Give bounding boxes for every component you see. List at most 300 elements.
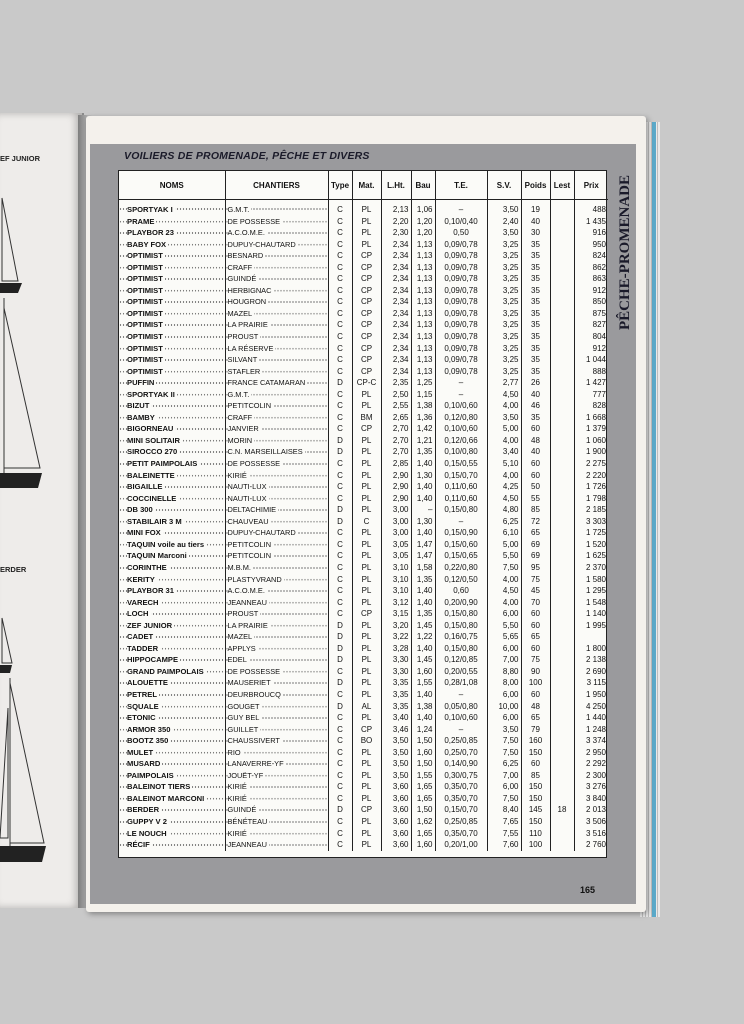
cell-prix: 916 [592,228,606,238]
cell-lht: 3,60 [381,828,411,840]
cell-te: 0,11/0,60 [435,481,487,493]
cell-type: C [328,527,352,539]
cell-bau: 1,30 [411,470,435,482]
cell-lht: 3,50 [381,747,411,759]
cell-te: 0,09/0,78 [435,239,487,251]
cell-sv: 4,50 [487,585,521,597]
cell-lht: 3,10 [381,585,411,597]
cell-chantier [225,781,328,793]
cell-lht: 3,50 [381,770,411,782]
cell-prix: 2 370 [585,562,606,572]
cell-chantier [225,481,328,493]
cell-lest [550,446,574,458]
boat-name: OPTIMIST [127,355,163,365]
cell-type: D [328,516,352,528]
cell-lest [550,435,574,447]
cell-lht: 3,60 [381,839,411,851]
boat-name: BALEINOT TIERS [127,782,191,792]
boat-name: OPTIMIST [127,308,163,318]
cell-bau: 1,47 [411,550,435,562]
boat-name: VARECH [127,597,159,607]
table-row [119,701,608,713]
cell-prix: 2 690 [585,666,606,676]
cell-mat: PL [352,216,381,228]
cell-mat: CP [352,366,381,378]
cell-lht: 2,90 [381,470,411,482]
cell-lht: 2,90 [381,481,411,493]
cell-lest [550,770,574,782]
cell-sv: 5,00 [487,423,521,435]
cell-lest [550,724,574,736]
sailboat-illustration-icon [0,678,50,878]
cell-te: 0,25/0,85 [435,735,487,747]
cell-lest [550,585,574,597]
cell-te: – [435,389,487,401]
cell-prix: 875 [592,308,606,318]
cell-mat: PL [352,839,381,851]
cell-sv: 3,50 [487,200,521,216]
cell-lht: 3,00 [381,504,411,516]
cell-lht: 3,15 [381,608,411,620]
cell-sv: 6,10 [487,527,521,539]
shipyard-name: NAUTI-LUX [227,482,267,492]
boat-name: SIROCCO 270 [127,447,178,457]
cell-te: 0,60 [435,585,487,597]
cell-nom [119,597,225,609]
cell-sv: 7,50 [487,562,521,574]
table-row [119,666,608,678]
cell-lest [550,389,574,401]
cell-nom [119,354,225,366]
shipyard-name: GUINDÉ [227,274,257,284]
boat-name: PETREL [127,689,157,699]
cell-bau: 1,13 [411,343,435,355]
cell-type: C [328,666,352,678]
cell-type: D [328,804,352,816]
shipyard-name: G.M.T. [227,205,250,214]
cell-bau: 1,13 [411,273,435,285]
shipyard-name: M.B.M. [227,562,251,572]
cell-chantier [225,550,328,562]
cell-te: 0,10/0,60 [435,423,487,435]
cell-sv: 4,25 [487,481,521,493]
cell-bau: 1,35 [411,608,435,620]
cell-bau: 1,58 [411,562,435,574]
cell-chantier [225,262,328,274]
cell-type: C [328,343,352,355]
shipyard-name: FRANCE CATAMARAN [227,378,306,388]
shipyard-name: PETITCOLIN [227,401,272,411]
cell-nom [119,423,225,435]
cell-nom [119,366,225,378]
cell-lest [550,470,574,482]
cell-nom [119,666,225,678]
cell-type: C [328,724,352,736]
boat-name: OPTIMIST [127,251,163,261]
cell-type: C [328,308,352,320]
cell-type: C [328,250,352,262]
cell-te: 0,09/0,78 [435,343,487,355]
boat-name: ETONIC [127,713,156,723]
shipyard-name: G.M.T. [227,389,250,399]
cell-lht: 3,60 [381,804,411,816]
table-row [119,400,608,412]
cell-nom [119,828,225,840]
table-row [119,250,608,262]
cell-bau: 1,30 [411,516,435,528]
cell-type: D [328,446,352,458]
side-tab [612,175,638,330]
cell-nom [119,285,225,297]
cell-nom [119,377,225,389]
sailboat-illustration-icon [0,193,26,293]
cell-mat: PL [352,389,381,401]
shipyard-name: CHAUVEAU [227,516,269,526]
cell-prix: 1 995 [585,620,606,630]
cell-te: 0,35/0,70 [435,828,487,840]
cell-lht: 3,30 [381,654,411,666]
cell-nom [119,481,225,493]
blue-page-edge [652,122,656,917]
cell-poids: 35 [521,343,550,355]
cell-bau: 1,40 [411,712,435,724]
table-row [119,319,608,331]
cell-sv: 3,25 [487,250,521,262]
cell-lht: 3,00 [381,516,411,528]
cell-bau: 1,50 [411,735,435,747]
boat-name: TAQUIN voile au tiers [127,539,205,549]
cell-bau: 1,13 [411,331,435,343]
cell-te: 0,14/0,90 [435,758,487,770]
cell-sv: 3,25 [487,319,521,331]
cell-te: 0,09/0,78 [435,319,487,331]
cell-mat: CP [352,343,381,355]
cell-chantier [225,758,328,770]
cell-nom [119,770,225,782]
cell-chantier [225,654,328,666]
cell-chantier [225,597,328,609]
table-row [119,285,608,297]
shipyard-name: BÉNÉTEAU [227,816,268,826]
cell-prix: 1 295 [585,586,606,596]
table-row [119,724,608,736]
cell-lest [550,550,574,562]
cell-chantier [225,539,328,551]
cell-bau: 1,22 [411,631,435,643]
cell-bau: 1,40 [411,643,435,655]
cell-nom [119,654,225,666]
table-row [119,216,608,228]
cell-sv: 5,50 [487,550,521,562]
cell-sv: 3,50 [487,724,521,736]
cell-poids: 145 [521,804,550,816]
cell-te: 0,35/0,70 [435,781,487,793]
table-row [119,308,608,320]
cell-lest [550,239,574,251]
cell-chantier [225,504,328,516]
cell-poids: 60 [521,470,550,482]
cell-lht: 2,34 [381,250,411,262]
cell-mat: PL [352,400,381,412]
cell-prix: 3 303 [585,516,606,526]
shipyard-name: BESNARD [227,251,264,261]
cell-sv: 6,25 [487,758,521,770]
table-row [119,654,608,666]
boat-name: BAMBY [127,412,155,422]
cell-lht: 2,20 [381,216,411,228]
shipyard-name: DE POSSESSE [227,216,281,226]
cell-sv: 5,00 [487,539,521,551]
cell-poids: 35 [521,331,550,343]
cell-nom [119,539,225,551]
cell-sv: 4,80 [487,504,521,516]
cell-poids: 35 [521,319,550,331]
cell-lht: 2,70 [381,435,411,447]
boat-name: GUPPY V 2 [127,816,167,826]
cell-mat: PL [352,481,381,493]
cell-poids: 72 [521,516,550,528]
cell-chantier [225,273,328,285]
column-header-te: T.E. [435,171,487,200]
cell-prix: 1 440 [585,713,606,723]
cell-poids: 30 [521,227,550,239]
cell-sv: 10,00 [487,701,521,713]
cell-mat: CP [352,250,381,262]
column-header-chantier: CHANTIERS [225,171,328,200]
cell-nom [119,319,225,331]
sailboat-illustration-icon [0,613,16,673]
cell-nom [119,343,225,355]
cell-poids: 150 [521,781,550,793]
cell-te: 0,11/0,60 [435,493,487,505]
table-row [119,296,608,308]
cell-prix: 1 379 [585,424,606,434]
cell-lest [550,331,574,343]
cell-mat: PL [352,574,381,586]
table-row [119,493,608,505]
cell-lht: 2,70 [381,446,411,458]
cell-mat: PL [352,435,381,447]
cell-lht: 3,35 [381,689,411,701]
cell-sv: 4,00 [487,597,521,609]
cell-sv: 6,00 [487,608,521,620]
cell-poids: 79 [521,724,550,736]
boat-name: BIGORNEAU [127,424,174,434]
table-row [119,435,608,447]
page-number: 165 [580,885,596,895]
cell-sv: 2,40 [487,216,521,228]
cell-lht: 2,34 [381,296,411,308]
cell-mat: CP [352,296,381,308]
cell-type: C [328,758,352,770]
cell-lest [550,250,574,262]
boat-name: PAIMPOLAIS [127,770,174,780]
cell-mat: CP [352,354,381,366]
cell-lest: 18 [550,804,574,816]
cell-mat: PL [352,712,381,724]
cell-lest [550,597,574,609]
cell-mat: PL [352,200,381,216]
cell-prix: 824 [592,251,606,261]
cell-mat: PL [352,631,381,643]
cell-nom [119,631,225,643]
cell-mat: CP [352,608,381,620]
cell-bau: 1,13 [411,262,435,274]
cell-nom [119,724,225,736]
cell-bau: 1,62 [411,816,435,828]
cell-te: – [435,200,487,216]
cell-bau: 1,25 [411,377,435,389]
cell-mat: PL [352,793,381,805]
cell-poids: 60 [521,620,550,632]
shipyard-name: CRAFF [227,412,253,422]
cell-type: C [328,389,352,401]
cell-prix: 912 [592,285,606,295]
cell-chantier [225,816,328,828]
shipyard-name: GUINDÉ [227,805,257,815]
cell-mat: CP [352,804,381,816]
cell-nom [119,689,225,701]
column-header-mat: Mat. [352,171,381,200]
cell-nom [119,804,225,816]
cell-te: – [435,516,487,528]
cell-prix: 1 668 [585,412,606,422]
cell-lest [550,216,574,228]
cell-sv: 2,77 [487,377,521,389]
cell-lest [550,654,574,666]
cell-nom [119,527,225,539]
cell-nom [119,574,225,586]
column-header-lht: L.Ht. [381,171,411,200]
cell-chantier [225,701,328,713]
cell-type: D [328,643,352,655]
cell-sv: 4,50 [487,493,521,505]
cell-te: 0,25/0,70 [435,747,487,759]
cell-prix: 804 [592,332,606,342]
cell-bau: 1,21 [411,435,435,447]
cell-lht: 3,28 [381,643,411,655]
cell-nom [119,262,225,274]
cell-type: C [328,319,352,331]
cell-nom [119,389,225,401]
cell-mat: PL [352,470,381,482]
cell-mat: PL [352,504,381,516]
cell-mat: PL [352,828,381,840]
table-row [119,470,608,482]
boat-name: OPTIMIST [127,274,163,284]
section-title: VOILIERS DE PROMENADE, PÊCHE ET DIVERS [124,150,370,162]
shipyard-name: JEANNEAU [227,840,267,850]
shipyard-name: LA PRAIRIE [227,620,268,630]
shipyard-name: CHAUSSIVERT [227,736,280,746]
table-row [119,574,608,586]
cell-te: 0,10/0,80 [435,446,487,458]
cell-type: C [328,423,352,435]
cell-poids: 48 [521,701,550,713]
cell-nom [119,550,225,562]
cell-bau: 1,13 [411,319,435,331]
shipyard-name: JOUËT-YF [227,770,264,780]
cell-poids: 100 [521,677,550,689]
column-header-lest: Lest [550,171,574,200]
shipyard-name: MAZEL [227,632,253,642]
cell-prix: 1 900 [585,447,606,457]
column-header-bau: Bau [411,171,435,200]
cell-lest [550,608,574,620]
cell-sv: 3,25 [487,296,521,308]
table-row [119,366,608,378]
cell-te: 0,15/0,90 [435,527,487,539]
boat-name: SPORTYAK I [127,205,173,214]
cell-te: 0,20/1,00 [435,839,487,851]
boat-name: BIGAILLE [127,482,163,492]
cell-bau: 1,13 [411,239,435,251]
cell-lest [550,308,574,320]
cell-nom [119,250,225,262]
cell-nom [119,585,225,597]
boat-name: BERDER [127,805,160,815]
cell-type: C [328,481,352,493]
shipyard-name: KIRIÉ [227,828,247,838]
cell-poids: 35 [521,296,550,308]
boat-name: OPTIMIST [127,366,163,376]
cell-lest [550,574,574,586]
boat-table [118,170,607,858]
cell-mat: PL [352,227,381,239]
cell-type: D [328,677,352,689]
cell-lht: 2,65 [381,412,411,424]
cell-lest [550,400,574,412]
cell-sv: 3,40 [487,446,521,458]
cell-sv: 5,10 [487,458,521,470]
table-body [119,200,608,851]
cell-nom [119,516,225,528]
cell-mat: PL [352,446,381,458]
cell-chantier [225,527,328,539]
cell-te: 0,15/0,80 [435,608,487,620]
cell-lest [550,377,574,389]
cell-bau: 1,42 [411,423,435,435]
shipyard-name: DUPUY-CHAUTARD [227,239,296,249]
cell-lht: 3,35 [381,701,411,713]
cell-sv: 3,25 [487,262,521,274]
cell-sv: 7,50 [487,793,521,805]
cell-prix: 488 [592,205,606,214]
cell-lht: 3,60 [381,781,411,793]
cell-sv: 4,00 [487,400,521,412]
cell-poids: 75 [521,654,550,666]
cell-chantier [225,319,328,331]
shipyard-name: PLASTYVRAND [227,574,282,584]
cell-bau: 1,65 [411,828,435,840]
shipyard-name: LANAVERRE-YF [227,759,284,769]
cell-lest [550,319,574,331]
cell-prix: 2 220 [585,470,606,480]
cell-sv: 4,00 [487,574,521,586]
boat-name: COCCINELLE [127,493,177,503]
boat-name: DB 300 [127,505,153,515]
table-row [119,227,608,239]
cell-lest [550,354,574,366]
cell-type: C [328,354,352,366]
cell-te: 0,09/0,78 [435,354,487,366]
cell-lht: 2,34 [381,285,411,297]
cell-lht: 2,85 [381,458,411,470]
column-header-prix: Prix [574,171,608,200]
cell-bau: 1,55 [411,677,435,689]
cell-type: C [328,781,352,793]
column-header-sv: S.V. [487,171,521,200]
